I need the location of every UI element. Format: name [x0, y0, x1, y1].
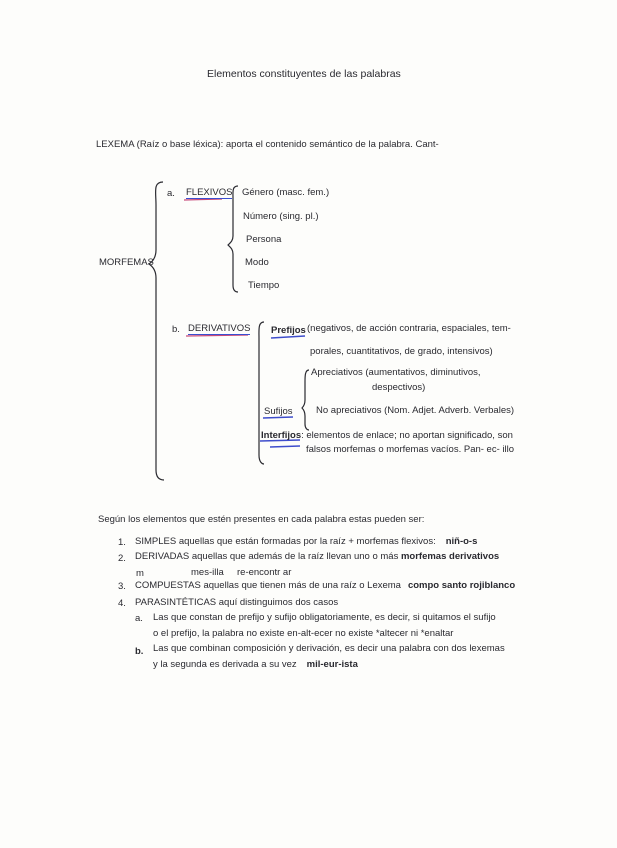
- prefijos-underline: [271, 336, 305, 338]
- sub-item-line-2: [153, 659, 358, 670]
- interfijos-label: Interfijos: [261, 430, 302, 441]
- list-item-line2: re-encontr ar: [237, 567, 292, 578]
- sub-item-line-1: Las que constan de prefijo y sufijo obligatoriamente, es decir, si quitamos el sufijo: [153, 612, 496, 623]
- prefijos-text: (negativos, de acción contraria, espaciales, tem-: [307, 323, 511, 334]
- morfemas-brace: [149, 182, 164, 480]
- apreciativos-line-1: Apreciativos (aumentativos, diminutivos,: [311, 367, 481, 378]
- flexivos-red-mark: [184, 199, 222, 200]
- list-item-line2: m: [136, 568, 144, 579]
- derivativos-letter: b.: [172, 324, 180, 335]
- list-item-bold: morfemas derivativos: [400, 551, 500, 562]
- no-apreciativos-line: No apreciativos (Nom. Adjet. Adverb. Verbales): [316, 405, 515, 416]
- interfijos-line-2: falsos morfemas o morfemas vacíos. Pan- ec- illo: [306, 444, 515, 455]
- flexivos-brace: [228, 186, 238, 292]
- sub-item-letter: b.: [135, 646, 144, 657]
- interfijos-underline: [260, 440, 300, 447]
- classification-intro: Según los elementos que estén presentes en cada palabra estas pueden ser:: [98, 514, 425, 525]
- list-item-text: DERIVADAS aquellas que además de la raíz llevan uno o más: [135, 551, 399, 562]
- sufijos-brace: [302, 370, 309, 430]
- interfijos-line-1: [261, 430, 513, 441]
- list-item: [135, 580, 515, 591]
- prefijos-text-2: porales, cuantitativos, de grado, intensivos): [310, 346, 493, 357]
- list-item-num: 4.: [118, 598, 126, 609]
- list-item-example: niñ-o-s: [445, 536, 478, 547]
- sufijos-underline: [263, 417, 293, 418]
- derivativos-brace: [259, 322, 264, 464]
- prefijos-label: Prefijos: [271, 325, 306, 336]
- sub-item-text: y la segunda es derivada a su vez: [153, 659, 297, 670]
- sub-item-line-2: o el prefijo, la palabra no existe en-alt-ecer no existe *altecer ni *enaltar: [153, 628, 454, 639]
- flexivos-item: Modo: [245, 257, 269, 268]
- list-item-example: compo santo rojiblanco: [407, 580, 516, 591]
- sufijos-label: Sufijos: [264, 406, 293, 417]
- apreciativos-line-2: despectivos): [372, 382, 426, 393]
- list-item-num: 1.: [118, 537, 126, 548]
- lexema-line: LEXEMA (Raíz o base léxica): aporta el contenido semántico de la palabra. Cant-: [96, 139, 439, 150]
- morfemas-label: MORFEMAS: [99, 257, 154, 268]
- flexivos-item: Tiempo: [248, 280, 280, 291]
- derivativos-label: DERIVATIVOS: [188, 323, 251, 334]
- flexivos-item: Género (masc. fem.): [242, 187, 330, 198]
- page-title: Elementos constituyentes de las palabras: [207, 68, 401, 80]
- list-item-num: 2.: [118, 553, 126, 564]
- flexivos-item: Persona: [246, 234, 282, 245]
- list-item-text: COMPUESTAS aquellas que tienen más de una raíz o Lexema: [135, 580, 401, 591]
- flexivos-letter: a.: [167, 188, 175, 199]
- list-item: [135, 536, 477, 547]
- list-item-num: 3.: [118, 581, 126, 592]
- derivativos-red-mark: [186, 335, 248, 336]
- interfijos-text: : elementos de enlace; no aportan significado, son: [301, 430, 513, 441]
- list-item-text: SIMPLES aquellas que están formadas por la raíz + morfemas flexivos:: [135, 536, 436, 547]
- list-item-text: PARASINTÉTICAS aquí distinguimos dos casos: [135, 597, 339, 608]
- sub-item-letter: a.: [135, 613, 143, 624]
- list-item-line2: mes-illa: [191, 567, 224, 578]
- flexivos-label: FLEXIVOS: [186, 187, 233, 198]
- sub-item-line-1: Las que combinan composición y derivación, es decir una palabra con dos lexemas: [153, 643, 505, 654]
- sub-item-example: mil-eur-ista: [306, 659, 358, 670]
- list-item: [135, 551, 499, 562]
- flexivos-item: Número (sing. pl.): [243, 211, 319, 222]
